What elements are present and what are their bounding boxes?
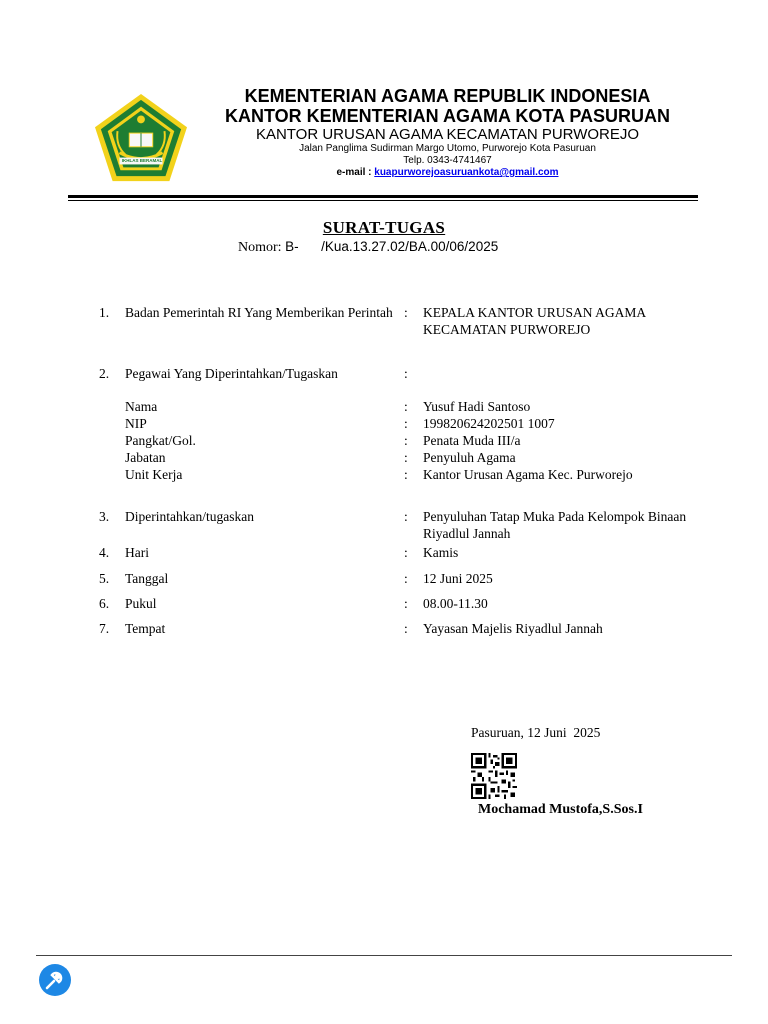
employee-nip-row xyxy=(0,415,768,432)
item-colon: : xyxy=(404,305,408,320)
header-email-line xyxy=(200,167,695,178)
email-label: e-mail : xyxy=(336,167,375,178)
field-value: Yusuf Hadi Santoso xyxy=(423,399,531,414)
employee-rank-row xyxy=(0,432,768,449)
signer-name: Mochamad Mustofa,S.Sos.I xyxy=(478,802,643,817)
header-address: Jalan Panglima Sudirman Margo Utomo, Purworejo Kota Pasuruan xyxy=(299,143,596,154)
item-number: 3. xyxy=(99,509,110,524)
field-colon: : xyxy=(404,433,408,448)
item-label: Pegawai Yang Diperintahkan/Tugaskan xyxy=(125,366,338,381)
footer-divider xyxy=(36,955,732,956)
employee-unit-row xyxy=(0,466,768,483)
item-task xyxy=(0,508,768,542)
item-colon: : xyxy=(404,509,408,524)
item-date xyxy=(0,570,768,587)
item-value: Penyuluhan Tatap Muka Pada Kelompok Binaan Riyadlul Jannah xyxy=(423,509,687,541)
field-colon: : xyxy=(404,399,408,414)
header-rule-thick xyxy=(68,195,698,198)
email-link[interactable]: kuapurworejoasuruankota@gmail.com xyxy=(374,167,559,178)
item-number: 1. xyxy=(99,305,110,320)
employee-position-row xyxy=(0,449,768,466)
field-colon: : xyxy=(404,416,408,431)
field-colon: : xyxy=(404,450,408,465)
item-label: Diperintahkan/tugaskan xyxy=(125,509,254,524)
item-value: KEPALA KANTOR URUSAN AGAMA KECAMATAN PURWOREJO xyxy=(423,305,646,337)
header-ministry: KEMENTERIAN AGAMA REPUBLIK INDONESIA xyxy=(244,86,651,106)
item-value: 12 Juni 2025 xyxy=(423,571,493,586)
item-colon: : xyxy=(404,621,408,636)
field-value: 199820624202501 1007 xyxy=(423,416,555,431)
field-colon: : xyxy=(404,467,408,482)
item-value: 08.00-11.30 xyxy=(423,596,488,611)
item-value: Yayasan Majelis Riyadlul Jannah xyxy=(423,621,603,636)
signature-place-date: Pasuruan, 12 Juni 2025 xyxy=(471,725,601,740)
logo-motto: IKHLAS BERAMAL xyxy=(121,158,163,163)
item-place xyxy=(0,620,768,637)
item-number: 4. xyxy=(99,545,110,560)
item-number: 5. xyxy=(99,571,110,586)
header-office: KANTOR KEMENTERIAN AGAMA KOTA PASURUAN xyxy=(225,106,670,126)
item-assigned-employee xyxy=(0,365,768,382)
item-colon: : xyxy=(404,571,408,586)
item-number: 6. xyxy=(99,596,110,611)
item-colon: : xyxy=(404,545,408,560)
employee-name-row xyxy=(0,398,768,415)
field-label: Pangkat/Gol. xyxy=(125,433,196,448)
item-label: Hari xyxy=(125,545,149,560)
item-day xyxy=(0,544,768,561)
number-label: Nomor: xyxy=(238,240,286,255)
header-kua: KANTOR URUSAN AGAMA KECAMATAN PURWOREJO xyxy=(255,126,640,143)
scribd-logo-icon[interactable] xyxy=(38,963,72,997)
item-label: Tempat xyxy=(125,621,166,636)
header-phone: Telp. 0343-4741467 xyxy=(403,155,492,166)
item-value: Kamis xyxy=(423,545,459,560)
qr-code-icon xyxy=(471,753,517,799)
item-label: Pukul xyxy=(125,596,157,611)
item-number: 2. xyxy=(99,366,110,381)
item-number: 7. xyxy=(99,621,110,636)
kemenag-emblem-icon xyxy=(92,92,190,184)
number-value: B- /Kua.13.27.02/BA.00/06/2025 xyxy=(285,239,499,254)
item-colon: : xyxy=(404,596,408,611)
field-value: Penata Muda III/a xyxy=(423,433,521,448)
item-issuer xyxy=(0,304,768,340)
field-value: Kantor Urusan Agama Kec. Purworejo xyxy=(423,467,633,482)
item-label: Tanggal xyxy=(125,571,169,586)
field-label: Unit Kerja xyxy=(125,467,183,482)
field-label: Nama xyxy=(125,399,158,414)
field-value: Penyuluh Agama xyxy=(423,450,516,465)
field-label: NIP xyxy=(125,416,147,431)
item-colon: : xyxy=(404,366,408,381)
item-label: Badan Pemerintah RI Yang Memberikan Perintah xyxy=(125,305,393,320)
header-rule-thin xyxy=(68,200,698,201)
document-number xyxy=(238,239,498,256)
document-title: SURAT-TUGAS xyxy=(322,218,446,237)
field-label: Jabatan xyxy=(125,450,166,465)
item-time xyxy=(0,595,768,612)
